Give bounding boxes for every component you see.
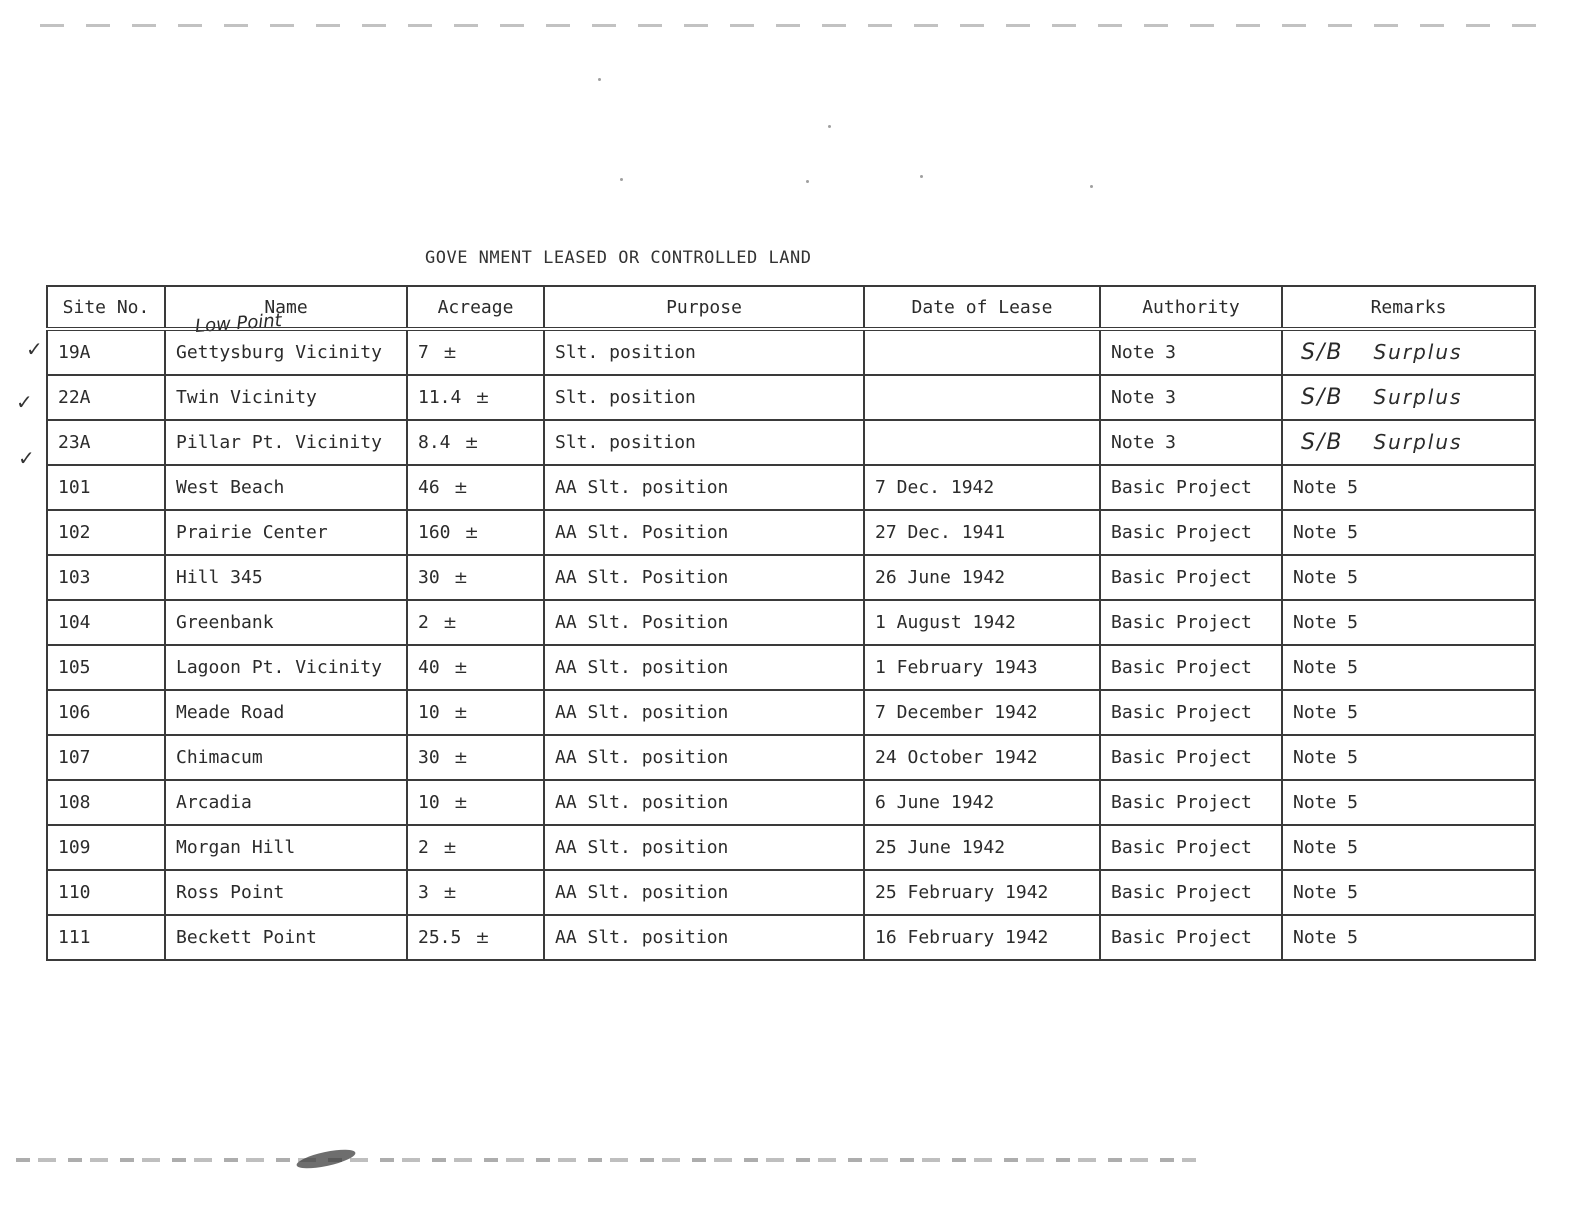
site-no-cell: 101 bbox=[47, 465, 165, 510]
acreage-cell bbox=[407, 420, 544, 465]
table-row bbox=[47, 375, 1535, 420]
ink-smudge bbox=[295, 1146, 357, 1172]
remarks-cell: Note 5 bbox=[1282, 510, 1535, 555]
remarks-cell: Note 5 bbox=[1282, 600, 1535, 645]
authority-cell: Basic Project bbox=[1100, 645, 1282, 690]
date-cell: 1 August 1942 bbox=[864, 600, 1100, 645]
name-cell: Pillar Pt. Vicinity bbox=[165, 420, 407, 465]
handwritten-name-note: Low Point bbox=[194, 309, 283, 338]
plus-minus-icon: ± bbox=[475, 388, 490, 408]
site-no-cell: 111 bbox=[47, 915, 165, 960]
remarks-cell bbox=[1282, 420, 1535, 465]
name-cell: Gettysburg Vicinity bbox=[165, 329, 407, 375]
header-purpose: Purpose bbox=[544, 286, 864, 329]
header-date-of-lease: Date of Lease bbox=[864, 286, 1100, 329]
purpose-cell: AA Slt. position bbox=[544, 690, 864, 735]
authority-cell: Basic Project bbox=[1100, 555, 1282, 600]
checkmark-icon: ✓ bbox=[16, 390, 33, 414]
table-row bbox=[47, 825, 1535, 870]
acreage-value: 10 bbox=[418, 792, 440, 813]
name-cell: Hill 345 bbox=[165, 555, 407, 600]
date-cell: 25 February 1942 bbox=[864, 870, 1100, 915]
acreage-cell bbox=[407, 465, 544, 510]
header-site-no: Site No. bbox=[47, 286, 165, 329]
remarks-cell: Note 5 bbox=[1282, 465, 1535, 510]
table-row bbox=[47, 465, 1535, 510]
plus-minus-icon: ± bbox=[453, 568, 468, 588]
acreage-value: 2 bbox=[418, 837, 429, 858]
scan-speck bbox=[806, 180, 809, 183]
table-row bbox=[47, 690, 1535, 735]
date-cell: 25 June 1942 bbox=[864, 825, 1100, 870]
remarks-text: Surplus bbox=[1373, 385, 1463, 409]
plus-minus-icon: ± bbox=[453, 793, 468, 813]
table-row bbox=[47, 600, 1535, 645]
remarks-cell: Note 5 bbox=[1282, 735, 1535, 780]
table-row bbox=[47, 870, 1535, 915]
scan-artifact-top bbox=[40, 24, 1540, 27]
purpose-cell: AA Slt. position bbox=[544, 465, 864, 510]
checkmark-icon: ✓ bbox=[26, 337, 43, 361]
purpose-cell: AA Slt. position bbox=[544, 645, 864, 690]
scan-speck bbox=[1090, 185, 1093, 188]
header-name: Name bbox=[165, 286, 407, 329]
remarks-text: Surplus bbox=[1373, 340, 1463, 364]
remarks-cell: Note 5 bbox=[1282, 690, 1535, 735]
sb-mark: S/B bbox=[1301, 340, 1344, 365]
name-cell: Beckett Point bbox=[165, 915, 407, 960]
site-no-cell: 108 bbox=[47, 780, 165, 825]
table-row bbox=[47, 645, 1535, 690]
purpose-cell: Slt. position bbox=[544, 420, 864, 465]
plus-minus-icon: ± bbox=[442, 613, 458, 633]
site-no-cell: 107 bbox=[47, 735, 165, 780]
scan-speck bbox=[620, 178, 623, 181]
header-authority: Authority bbox=[1100, 286, 1282, 329]
table-row bbox=[47, 510, 1535, 555]
date-cell bbox=[864, 329, 1100, 375]
scan-artifact-bottom bbox=[16, 1158, 1196, 1162]
authority-cell: Basic Project bbox=[1100, 870, 1282, 915]
acreage-cell bbox=[407, 375, 544, 420]
site-no-cell: 103 bbox=[47, 555, 165, 600]
table-row bbox=[47, 735, 1535, 780]
plus-minus-icon: ± bbox=[442, 838, 458, 858]
acreage-value: 30 bbox=[418, 747, 440, 768]
table-row bbox=[47, 420, 1535, 465]
acreage-cell bbox=[407, 915, 544, 960]
acreage-value: 46 bbox=[418, 477, 440, 498]
acreage-cell bbox=[407, 690, 544, 735]
leased-land-table bbox=[46, 285, 1536, 961]
date-cell: 24 October 1942 bbox=[864, 735, 1100, 780]
plus-minus-icon: ± bbox=[453, 748, 468, 768]
site-no-cell: 22A bbox=[47, 375, 165, 420]
purpose-cell: AA Slt. Position bbox=[544, 555, 864, 600]
purpose-cell: Slt. position bbox=[544, 375, 864, 420]
acreage-value: 8.4 bbox=[418, 432, 451, 453]
acreage-value: 3 bbox=[418, 882, 429, 903]
purpose-cell: AA Slt. position bbox=[544, 735, 864, 780]
date-cell: 26 June 1942 bbox=[864, 555, 1100, 600]
plus-minus-icon: ± bbox=[464, 523, 479, 543]
purpose-cell: AA Slt. position bbox=[544, 870, 864, 915]
table-row bbox=[47, 555, 1535, 600]
authority-cell: Basic Project bbox=[1100, 600, 1282, 645]
document-title: GOVE NMENT LEASED OR CONTROLLED LAND bbox=[425, 248, 812, 268]
authority-cell: Basic Project bbox=[1100, 915, 1282, 960]
acreage-value: 40 bbox=[418, 657, 440, 678]
authority-cell: Basic Project bbox=[1100, 465, 1282, 510]
remarks-cell: Note 5 bbox=[1282, 825, 1535, 870]
remarks-text: Surplus bbox=[1373, 430, 1463, 454]
acreage-cell bbox=[407, 600, 544, 645]
table-row bbox=[47, 780, 1535, 825]
remarks-cell: Note 5 bbox=[1282, 870, 1535, 915]
acreage-value: 7 bbox=[418, 342, 429, 363]
authority-cell: Note 3 bbox=[1100, 420, 1282, 465]
acreage-value: 10 bbox=[418, 702, 440, 723]
sb-mark: S/B bbox=[1301, 430, 1344, 455]
site-no-cell: 105 bbox=[47, 645, 165, 690]
authority-cell: Basic Project bbox=[1100, 825, 1282, 870]
scan-speck bbox=[598, 78, 601, 81]
acreage-value: 11.4 bbox=[418, 387, 462, 408]
name-cell: Prairie Center bbox=[165, 510, 407, 555]
site-no-cell: 104 bbox=[47, 600, 165, 645]
authority-cell: Basic Project bbox=[1100, 735, 1282, 780]
acreage-cell bbox=[407, 510, 544, 555]
site-no-cell: 19A bbox=[47, 329, 165, 375]
acreage-cell bbox=[407, 780, 544, 825]
purpose-cell: AA Slt. position bbox=[544, 780, 864, 825]
authority-cell: Note 3 bbox=[1100, 375, 1282, 420]
remarks-cell: Note 5 bbox=[1282, 915, 1535, 960]
acreage-value: 25.5 bbox=[418, 927, 462, 948]
remarks-cell bbox=[1282, 329, 1535, 375]
date-cell bbox=[864, 420, 1100, 465]
plus-minus-icon: ± bbox=[453, 658, 468, 678]
acreage-cell bbox=[407, 735, 544, 780]
header-acreage: Acreage bbox=[407, 286, 544, 329]
date-cell: 27 Dec. 1941 bbox=[864, 510, 1100, 555]
checkmark-icon: ✓ bbox=[18, 446, 35, 470]
plus-minus-icon: ± bbox=[475, 928, 490, 948]
date-cell: 7 Dec. 1942 bbox=[864, 465, 1100, 510]
date-cell: 7 December 1942 bbox=[864, 690, 1100, 735]
site-no-cell: 109 bbox=[47, 825, 165, 870]
remarks-cell bbox=[1282, 375, 1535, 420]
acreage-value: 30 bbox=[418, 567, 440, 588]
table-row bbox=[47, 329, 1535, 375]
plus-minus-icon: ± bbox=[453, 703, 468, 723]
site-no-cell: 106 bbox=[47, 690, 165, 735]
purpose-cell: AA Slt. position bbox=[544, 825, 864, 870]
name-cell: Arcadia bbox=[165, 780, 407, 825]
table-header-row bbox=[47, 286, 1535, 329]
name-cell: Greenbank bbox=[165, 600, 407, 645]
acreage-cell bbox=[407, 870, 544, 915]
purpose-cell: AA Slt. Position bbox=[544, 510, 864, 555]
date-cell: 1 February 1943 bbox=[864, 645, 1100, 690]
name-cell: Twin Vicinity bbox=[165, 375, 407, 420]
site-no-cell: 110 bbox=[47, 870, 165, 915]
date-cell: 6 June 1942 bbox=[864, 780, 1100, 825]
acreage-cell bbox=[407, 329, 544, 375]
authority-cell: Basic Project bbox=[1100, 780, 1282, 825]
name-cell: Meade Road bbox=[165, 690, 407, 735]
name-cell: Lagoon Pt. Vicinity bbox=[165, 645, 407, 690]
scan-speck bbox=[828, 125, 831, 128]
site-no-cell: 23A bbox=[47, 420, 165, 465]
name-cell: Ross Point bbox=[165, 870, 407, 915]
table-row bbox=[47, 915, 1535, 960]
authority-cell: Basic Project bbox=[1100, 510, 1282, 555]
acreage-value: 160 bbox=[418, 522, 451, 543]
plus-minus-icon: ± bbox=[464, 433, 479, 453]
sb-mark: S/B bbox=[1301, 385, 1344, 410]
date-cell: 16 February 1942 bbox=[864, 915, 1100, 960]
authority-cell: Note 3 bbox=[1100, 329, 1282, 375]
acreage-cell bbox=[407, 825, 544, 870]
plus-minus-icon: ± bbox=[442, 343, 458, 363]
remarks-cell: Note 5 bbox=[1282, 780, 1535, 825]
name-cell: Chimacum bbox=[165, 735, 407, 780]
header-remarks: Remarks bbox=[1282, 286, 1535, 329]
acreage-cell bbox=[407, 645, 544, 690]
site-no-cell: 102 bbox=[47, 510, 165, 555]
authority-cell: Basic Project bbox=[1100, 690, 1282, 735]
purpose-cell: AA Slt. Position bbox=[544, 600, 864, 645]
plus-minus-icon: ± bbox=[453, 478, 468, 498]
date-cell bbox=[864, 375, 1100, 420]
acreage-cell bbox=[407, 555, 544, 600]
name-cell: Morgan Hill bbox=[165, 825, 407, 870]
acreage-value: 2 bbox=[418, 612, 429, 633]
scan-speck bbox=[920, 175, 923, 178]
purpose-cell: Slt. position bbox=[544, 329, 864, 375]
plus-minus-icon: ± bbox=[442, 883, 458, 903]
purpose-cell: AA Slt. position bbox=[544, 915, 864, 960]
name-cell: West Beach bbox=[165, 465, 407, 510]
remarks-cell: Note 5 bbox=[1282, 645, 1535, 690]
remarks-cell: Note 5 bbox=[1282, 555, 1535, 600]
